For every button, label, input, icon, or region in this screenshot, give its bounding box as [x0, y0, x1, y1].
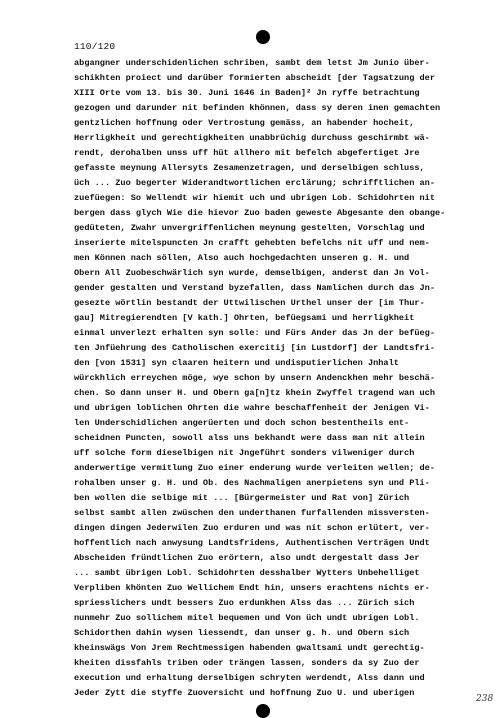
- text-line: chen. So dann unser H. und Obern ga[n]tz khein Zwyffel tragend wan uch: [74, 388, 435, 398]
- text-line: rohalben unser g. H. und Ob. des Nachmaligen anerpietens syn und Pli-: [74, 478, 430, 488]
- text-line: und ubrigen loblichen Ohrten die wahre beschaffenheit der Jenigen Vi-: [74, 403, 430, 413]
- text-line: hoffentlich nach anwysung Landtsfridens, Authentischen Verträgen Undt: [74, 538, 430, 548]
- text-line: bergen dass glych Wie die hievor Zuo baden geweste Abgesante den obange-: [74, 208, 446, 218]
- text-line: uff solche form dieselbigen nit Jngeführt sonders vilweniger durch: [74, 448, 415, 458]
- text-line: gedüteten, Zwahr unvergriffenlichen meynung gestelten, Vorschlag und: [74, 223, 425, 233]
- handwritten-page-note: 238: [476, 694, 494, 704]
- text-line: scheidnen Puncten, sowoll alss uns bekhandt were dass man nit allein: [74, 433, 425, 443]
- punch-hole-bottom: [256, 704, 270, 718]
- text-line: ... sambt übrigen Lobl. Schidohrten desshalber Wytters Unbehelliget: [74, 568, 420, 578]
- text-line: Herrligkheit und gerechtigkheiten unabbrüchig durchuss geschirmbt wä-: [74, 133, 430, 143]
- text-line: schikhten proiect und darüber formierten abscheidt [der Tagsatzung der: [74, 73, 435, 83]
- text-line: gau] Mitregierendten [V kath.] Ohrten, befüegsami und herrligkheit: [74, 313, 415, 323]
- text-line: Schidorthen dahin wysen liessendt, dan unser g. h. und Obern sich: [74, 628, 410, 638]
- text-line: gefasste meynung Allersyts Zesamenzetragen, und derselbigen schluss,: [74, 163, 425, 173]
- text-line: würckhlich erreychen möge, wye schon by unsern Andenckhen mehr beschä-: [74, 373, 435, 383]
- text-line: anderwertige vermitlung Zuo einer enderung wurde verleiten wellen; de-: [74, 463, 435, 473]
- text-line: execution und erhaltung derselbigen schryten werdendt, Alss dann und: [74, 673, 425, 683]
- page-number: 110/120: [74, 41, 116, 52]
- text-line: nunmehr Zuo sollichem mitel bequemen und Von üch undt ubrigen Lobl.: [74, 613, 420, 623]
- text-line: Verpliben khönten Zuo Wellichem Endt hin, unsers erachtens nichts er-: [74, 583, 430, 593]
- text-line: kheiten dissfahls triben oder trängen lassen, sonders da sy Zuo der: [74, 658, 420, 668]
- text-line: rendt, derohalben unss uff hüt allhero mit befelch abgefertiget Jre: [74, 148, 420, 158]
- text-line: zuefüegen: So Wellendt wir hiemit uch und ubrigen Lob. Schidohrten nit: [74, 193, 435, 203]
- text-line: ben wollen die selbige mit ... [Bürgermeister und Rat von] Zürich: [74, 493, 410, 503]
- document-body: [74, 56, 494, 701]
- text-line: gesezte wörtlin bestandt der Uttwilischen Urthel unser der [im Thur-: [74, 298, 425, 308]
- text-line: inserierte mitelspuncten Jn crafft gehebten befelchs nit uff und nem-: [74, 238, 430, 248]
- text-line: einmal unverlezt erhalten syn solle: und Fürs Ander das Jn der befüeg-: [74, 328, 435, 338]
- text-line: gezogen und darunder nit befinden khönnen, dass sy deren inen gemachten: [74, 103, 441, 113]
- text-line: üch ... Zuo begerter Widerandtwortlichen erclärung; schrifftlichen an-: [74, 178, 435, 188]
- text-line: den [von 1531] syn claaren heitern und undisputierlichen Jnhalt: [74, 358, 399, 368]
- text-line: kheinswägs Von Jrem Rechtmessigen habenden gwaltsami undt gerechtig-: [74, 643, 425, 653]
- text-line: Jeder Zytt die styffe Zuoversicht und hoffnung Zuo U. und uberigen: [74, 688, 415, 698]
- text-line: XIII Orte vom 13. bis 30. Juni 1646 in Baden]² Jn ryffe betrachtung: [74, 88, 420, 98]
- text-line: dingen dingen Jederwilen Zuo erduren und was nit schon erlütert, ver-: [74, 523, 430, 533]
- text-line: ten Jnfüehrung des Catholischen exercitij [in Lustdorf] der Landtsfri-: [74, 343, 435, 353]
- text-line: gender gestalten und Verstand byzefallen, dass Namlichen durch das Jn-: [74, 283, 435, 293]
- text-line: men Können nach söllen, Also auch hochgedachten unseren g. H. und: [74, 253, 410, 263]
- text-line: gentzlichen hoffnung oder Vertrostung gemäss, an habender hocheit,: [74, 118, 415, 128]
- punch-hole-top: [256, 30, 270, 44]
- text-line: Obern All Zuobeschwärlich syn wurde, demselbigen, anderst dan Jn Vol-: [74, 268, 430, 278]
- text-line: abgangner underschidenlichen schriben, sambt dem letst Jm Junio über-: [74, 58, 430, 68]
- text-line: len Underschidlichen angerüerten und doch schon bestentheils ent-: [74, 418, 410, 428]
- text-line: Abscheiden fründtlichen Zuo erörtern, also undt dergestalt dass Jer: [74, 553, 420, 563]
- text-line: selbst sambt allen zwüschen den underthanen furfallenden missversten-: [74, 508, 430, 518]
- text-line: spriesslichers undt bessers Zuo erdunkhen Alss das ... Zürich sich: [74, 598, 415, 608]
